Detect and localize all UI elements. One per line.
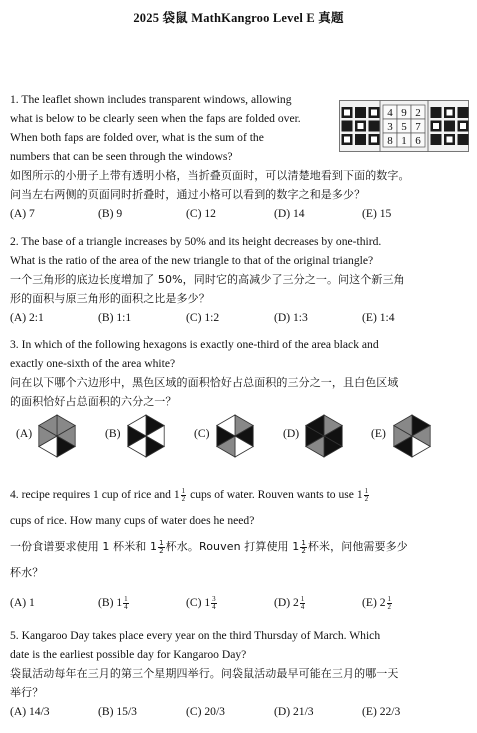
q4-option-c-fraction bbox=[211, 596, 217, 611]
grid-number: 3 bbox=[387, 121, 393, 133]
flap-cell bbox=[369, 121, 380, 132]
q1-option-b[interactable]: (B) 9 bbox=[98, 207, 123, 220]
flap-cell bbox=[458, 134, 469, 145]
grid-number: 4 bbox=[387, 107, 393, 119]
q4-option-b-label: (B) 1 bbox=[98, 596, 123, 609]
q1-option-e[interactable]: (E) 15 bbox=[362, 207, 392, 220]
flap-window bbox=[460, 123, 466, 129]
q4-option-b-fraction bbox=[123, 596, 129, 611]
fraction-den: 4 bbox=[300, 602, 305, 611]
q5-option-d[interactable]: (D) 21/3 bbox=[274, 705, 314, 718]
fraction-num: 1 bbox=[387, 594, 391, 603]
q3-text-en-1: 3. In which of the following hexagons is exactly one-third of the area black and bbox=[10, 338, 379, 351]
flap-window bbox=[433, 123, 439, 129]
q5-option-a[interactable]: (A) 14/3 bbox=[10, 705, 50, 718]
flap-window bbox=[358, 123, 364, 129]
q1-text-cn-1: 如图所示的小册子上带有透明小格，当折叠页面时，可以清楚地看到下面的数字。 bbox=[10, 169, 410, 182]
q4-option-d[interactable] bbox=[274, 590, 362, 616]
q1-text-en-3: When both faps are folded over, what is the sum of the bbox=[10, 131, 264, 144]
fraction-num: 1 bbox=[159, 538, 164, 547]
q1-option-c[interactable]: (C) 12 bbox=[186, 207, 216, 220]
fraction-num: 3 bbox=[212, 594, 216, 603]
leaflet-figure bbox=[339, 100, 469, 152]
q4-text-cn-1 bbox=[10, 534, 468, 560]
hexagon-a bbox=[34, 413, 80, 459]
fraction-den: 4 bbox=[124, 602, 128, 611]
hexagon-b bbox=[123, 413, 169, 459]
grid-number: 2 bbox=[415, 107, 421, 119]
question-5 bbox=[10, 626, 468, 721]
hexagon-c bbox=[212, 413, 258, 459]
q4-option-b[interactable] bbox=[98, 590, 186, 616]
q3-option-d-label: (D) bbox=[283, 427, 300, 440]
fraction-den: 2 bbox=[181, 494, 186, 503]
q2-option-b[interactable]: (B) 1:1 bbox=[98, 311, 132, 324]
q1-text-cn-2: 问当左右两侧的页面同时折叠时，通过小格可以看到的数字之和是多少？ bbox=[10, 188, 366, 201]
q4-option-d-label: (D) 2 bbox=[274, 596, 299, 609]
q2-option-d[interactable]: (D) 1:3 bbox=[274, 311, 308, 324]
q4-options bbox=[10, 590, 468, 616]
q3-option-b-label: (B) bbox=[105, 427, 121, 440]
fraction-den: 2 bbox=[387, 602, 391, 611]
fraction-num: 1 bbox=[364, 486, 369, 495]
fraction-num: 1 bbox=[300, 594, 305, 603]
q1-option-d[interactable]: (D) 14 bbox=[274, 207, 305, 220]
q2-option-e[interactable]: (E) 1:4 bbox=[362, 311, 395, 324]
flap-cell bbox=[431, 107, 442, 118]
flap-cell bbox=[458, 107, 469, 118]
q1-text-en-1: 1. The leaflet shown includes transparent windows, allowing bbox=[10, 93, 292, 106]
fraction-half bbox=[300, 540, 307, 555]
fraction-den: 2 bbox=[159, 546, 164, 555]
q4-text-cn-2: 杯水？ bbox=[10, 566, 44, 579]
q4-option-c[interactable] bbox=[186, 590, 274, 616]
grid-number: 8 bbox=[387, 135, 393, 147]
q4-text-cn-1c: 杯米，问他需要多少 bbox=[307, 540, 408, 553]
question-3 bbox=[10, 335, 468, 411]
q2-text-en-2: What is the ratio of the area of the new triangle to that of the original triangle? bbox=[10, 254, 374, 267]
fraction-half bbox=[158, 540, 165, 555]
q5-options bbox=[10, 702, 468, 721]
left-flap bbox=[342, 107, 380, 145]
flap-window bbox=[371, 110, 377, 116]
q1-text-en-2: what is below to be clearly seen when the faps are folded over. bbox=[10, 112, 301, 125]
flap-window bbox=[447, 110, 453, 116]
fraction-num: 1 bbox=[301, 538, 306, 547]
fraction-half bbox=[181, 488, 187, 503]
q2-text-cn-1: 一个三角形的底边长度增加了 50%，同时它的高减少了三分之一。问这个新三角 bbox=[10, 273, 405, 286]
hexagon-d bbox=[301, 413, 347, 459]
question-4 bbox=[10, 482, 468, 616]
hexagon-e bbox=[389, 413, 435, 459]
q2-text-en-1: 2. The base of a triangle increases by 50% and its height decreases by one-third. bbox=[10, 235, 382, 248]
q3-text-cn-2: 的面积恰好占总面积的六分之一？ bbox=[10, 395, 177, 408]
grid-number: 9 bbox=[401, 107, 407, 119]
q4-option-d-fraction bbox=[300, 596, 306, 611]
fraction-half bbox=[364, 488, 370, 503]
fraction-den: 4 bbox=[212, 602, 216, 611]
flap-window bbox=[344, 110, 350, 116]
fraction-num: 1 bbox=[124, 594, 128, 603]
q5-text-cn-2: 举行？ bbox=[10, 686, 44, 699]
q4-text-en-1 bbox=[10, 482, 468, 508]
flap-cell bbox=[431, 134, 442, 145]
q3-option-c-label: (C) bbox=[194, 427, 210, 440]
fraction-den: 2 bbox=[301, 546, 306, 555]
q4-option-e[interactable] bbox=[362, 590, 450, 616]
q2-option-a[interactable]: (A) 2:1 bbox=[10, 311, 44, 324]
flap-window bbox=[371, 137, 377, 143]
question-2 bbox=[10, 232, 468, 327]
flap-window bbox=[447, 137, 453, 143]
q4-text-cn-1a: 一份食谱要求使用 1 杯米和 1 bbox=[10, 540, 158, 553]
flap-cell bbox=[355, 134, 366, 145]
q3-option-a-label: (A) bbox=[16, 427, 33, 440]
q3-option-e-label: (E) bbox=[371, 427, 386, 440]
q4-option-e-label: (E) 2 bbox=[362, 596, 386, 609]
fraction-num: 1 bbox=[181, 486, 186, 495]
q1-options bbox=[10, 204, 468, 223]
grid-number: 6 bbox=[415, 135, 421, 147]
hexagon-options bbox=[16, 413, 466, 459]
right-flap bbox=[431, 107, 469, 145]
q1-text-en-4: numbers that can be seen through the windows? bbox=[10, 150, 233, 163]
grid-number: 5 bbox=[401, 121, 407, 133]
q2-text-cn-2: 形的面积与原三角形的面积之比是多少？ bbox=[10, 292, 210, 305]
q5-option-e[interactable]: (E) 22/3 bbox=[362, 705, 401, 718]
q4-option-a[interactable] bbox=[10, 590, 98, 616]
page-title: 2025 袋鼠 MathKangroo Level E 真题 bbox=[133, 11, 344, 25]
fraction-den: 2 bbox=[364, 494, 369, 503]
q5-option-c[interactable]: (C) 20/3 bbox=[186, 705, 225, 718]
flap-cell bbox=[355, 107, 366, 118]
q4-text-en-1b: cups of water. Rouven wants to use 1 bbox=[190, 488, 363, 501]
grid-number: 1 bbox=[401, 135, 407, 147]
flap-cell bbox=[444, 121, 455, 132]
q4-option-c-label: (C) 1 bbox=[186, 596, 211, 609]
q4-option-e-fraction bbox=[387, 596, 393, 611]
q3-text-cn-1: 问在以下哪个六边形中，黑色区域的面积恰好占总面积的三分之一，且白色区域 bbox=[10, 376, 399, 389]
flap-window bbox=[344, 137, 350, 143]
q2-options bbox=[10, 308, 468, 327]
q3-text-en-2: exactly one-sixth of the area white? bbox=[10, 357, 176, 370]
q5-option-b[interactable]: (B) 15/3 bbox=[98, 705, 137, 718]
q4-option-a-label: (A) 1 bbox=[10, 596, 35, 609]
q5-text-en-2: date is the earliest possible day for Kangaroo Day? bbox=[10, 648, 247, 661]
number-grid bbox=[383, 105, 425, 147]
q4-text-cn-1b: 杯水。Rouven 打算使用 1 bbox=[165, 540, 300, 553]
grid-number: 7 bbox=[415, 121, 421, 133]
q5-text-cn-1: 袋鼠活动每年在三月的第三个星期四举行。问袋鼠活动最早可能在三月的哪一天 bbox=[10, 667, 399, 680]
flap-cell bbox=[342, 121, 353, 132]
q4-text-en-2: cups of rice. How many cups of water does he need? bbox=[10, 514, 255, 527]
q5-text-en-1: 5. Kangaroo Day takes place every year on the third Thursday of March. Which bbox=[10, 629, 381, 642]
q2-option-c[interactable]: (C) 1:2 bbox=[186, 311, 220, 324]
q1-option-a[interactable]: (A) 7 bbox=[10, 207, 35, 220]
q4-text-en-1a: 4. recipe requires 1 cup of rice and 1 bbox=[10, 488, 180, 501]
